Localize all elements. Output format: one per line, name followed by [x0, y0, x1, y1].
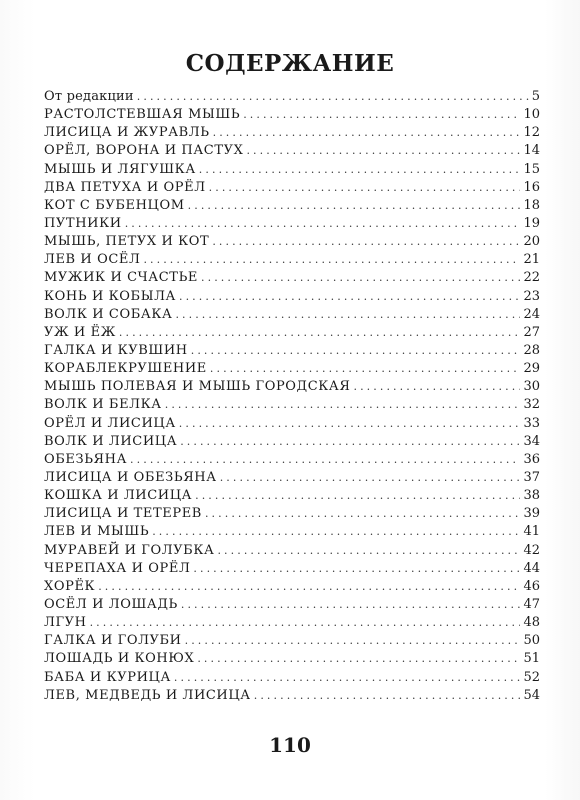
toc-entry: [44, 669, 540, 687]
toc-entry: [44, 378, 540, 396]
toc-entry-page: 15: [523, 161, 540, 177]
toc-entry-title: ОСЁЛ И ЛОШАДЬ: [44, 596, 178, 612]
dot-leader: [210, 360, 521, 378]
toc-entry: [44, 560, 540, 578]
toc-entry-page: 37: [523, 469, 540, 485]
toc-entry-page: 29: [523, 361, 540, 377]
dot-leader: [179, 288, 520, 306]
toc-entry-page: 39: [523, 506, 540, 522]
toc-entry-page: 5: [531, 89, 540, 104]
toc-entry: [44, 578, 540, 596]
toc-entry-title: ГАЛКА И КУВШИН: [44, 342, 188, 358]
toc-entry: [44, 487, 540, 505]
toc-entry: [44, 451, 540, 469]
toc-entry-title: От редакции: [44, 89, 134, 104]
dot-leader: [243, 106, 520, 124]
toc-entry-page: 36: [523, 451, 540, 467]
dot-leader: [90, 614, 521, 632]
toc-entry-title: КОШКА И ЛИСИЦА: [44, 488, 193, 504]
toc-entry-title: ЧЕРЕПАХА И ОРЁЛ: [44, 560, 191, 576]
toc-entry: [44, 306, 540, 324]
toc-entry-page: 14: [523, 143, 540, 159]
toc-entry-title: ЛЕВ, МЕДВЕДЬ И ЛИСИЦА: [44, 687, 251, 703]
toc-entry-title: ВОЛК И СОБАКА: [44, 306, 173, 322]
toc-entry-page: 41: [523, 524, 540, 540]
toc-entry-title: ОРЁЛ И ЛИСИЦА: [44, 415, 176, 431]
toc-entry-title: МУЖИК И СЧАСТЬЕ: [44, 270, 199, 286]
dot-leader: [165, 396, 521, 414]
toc-entry-title: ВОЛК И БЕЛКА: [44, 397, 162, 413]
toc-entry-page: 12: [523, 125, 540, 141]
toc-entry: [44, 342, 540, 360]
dot-leader: [185, 632, 521, 650]
toc-entry-title: ЛГУН: [44, 615, 87, 631]
toc-entry: [44, 288, 540, 306]
toc-entry-page: 20: [523, 234, 540, 250]
dot-leader: [180, 433, 520, 451]
toc-entry-title: ДВА ПЕТУХА И ОРЁЛ: [44, 179, 206, 195]
dot-leader: [209, 179, 521, 197]
toc-entry: [44, 142, 540, 160]
dot-leader: [181, 596, 521, 614]
toc-entry-page: 34: [523, 433, 540, 449]
page-number: 110: [269, 733, 311, 757]
dot-leader: [152, 523, 520, 541]
dot-leader: [199, 161, 521, 179]
toc-entry: [44, 161, 540, 179]
dot-leader: [213, 124, 521, 142]
toc-entry: [44, 505, 540, 523]
toc-entry-page: 48: [523, 615, 540, 631]
dot-leader: [98, 578, 520, 596]
toc-entry-page: 32: [523, 397, 540, 413]
toc-entry-title: ЛОШАДЬ И КОНЮХ: [44, 651, 195, 667]
toc-entry: [44, 632, 540, 650]
dot-leader: [188, 197, 521, 215]
toc-entry-page: 30: [523, 379, 540, 395]
toc-entry-page: 33: [523, 415, 540, 431]
toc-entry: [44, 469, 540, 487]
dot-leader: [137, 88, 529, 106]
toc-entry-page: 16: [523, 179, 540, 195]
toc-entry: [44, 179, 540, 197]
toc-entry-title: РАСТОЛСТЕВШАЯ МЫШЬ: [44, 107, 241, 123]
toc-entry: [44, 687, 540, 705]
toc-entry-title: ОРЁЛ, ВОРОНА И ПАСТУХ: [44, 143, 244, 159]
toc-entry-title: МЫШЬ ПОЛЕВАЯ И МЫШЬ ГОРОДСКАЯ: [44, 379, 351, 395]
toc-entry: [44, 106, 540, 124]
dot-leader: [205, 505, 520, 523]
dot-leader: [217, 542, 520, 560]
dot-leader: [197, 650, 520, 668]
toc-entry-title: ХОРЁК: [44, 578, 96, 594]
toc-entry: [44, 360, 540, 378]
toc-entry-title: ПУТНИКИ: [44, 215, 122, 231]
toc-entry-page: 38: [523, 488, 540, 504]
dot-leader: [119, 324, 521, 342]
toc-entry-page: 24: [523, 306, 540, 322]
toc-entry: [44, 233, 540, 251]
toc-entry-title: ЛИСИЦА И ТЕТЕРЕВ: [44, 506, 202, 522]
toc-entry-page: 21: [523, 252, 540, 268]
toc-entry-title: БАБА И КУРИЦА: [44, 669, 171, 685]
toc-entry-page: 19: [523, 215, 540, 231]
toc-entry-page: 28: [523, 342, 540, 358]
toc-entry-page: 54: [523, 687, 540, 703]
toc-entry-page: 51: [523, 651, 540, 667]
toc-entry-page: 22: [523, 270, 540, 286]
toc-entry-title: МЫШЬ И ЛЯГУШКА: [44, 161, 196, 177]
dot-leader: [130, 451, 520, 469]
dot-leader: [174, 669, 521, 687]
toc-entry-title: КОРАБЛЕКРУШЕНИЕ: [44, 361, 207, 377]
dot-leader: [254, 687, 521, 705]
toc-entry-title: КОНЬ И КОБЫЛА: [44, 288, 176, 304]
toc-entry: [44, 614, 540, 632]
toc-entry-title: ЛИСИЦА И ЖУРАВЛЬ: [44, 125, 210, 141]
toc-entry-page: 52: [523, 669, 540, 685]
toc-entry-page: 10: [523, 107, 540, 123]
toc-entry-title: КОТ С БУБЕНЦОМ: [44, 197, 185, 213]
toc-entry: [44, 596, 540, 614]
toc-entry-page: 42: [523, 542, 540, 558]
toc-entry: [44, 650, 540, 668]
dot-leader: [175, 306, 520, 324]
dot-leader: [201, 269, 520, 287]
page-title: СОДЕРЖАНИЕ: [185, 50, 395, 77]
toc-entry-page: 50: [523, 633, 540, 649]
toc-entry-title: ЛИСИЦА И ОБЕЗЬЯНА: [44, 469, 217, 485]
toc-entry: [44, 542, 540, 560]
dot-leader: [143, 251, 520, 269]
dot-leader: [193, 560, 520, 578]
dot-leader: [246, 142, 520, 160]
dot-leader: [179, 415, 521, 433]
dot-leader: [353, 378, 520, 396]
dot-leader: [212, 233, 520, 251]
toc-entry-title: МУРАВЕЙ И ГОЛУБКА: [44, 542, 215, 558]
toc-entry: [44, 124, 540, 142]
toc-entry-title: УЖ И ЁЖ: [44, 324, 116, 340]
toc-entry-page: 47: [523, 596, 540, 612]
dot-leader: [191, 342, 521, 360]
toc-entry-title: ВОЛК И ЛИСИЦА: [44, 433, 178, 449]
toc-entry-page: 23: [523, 288, 540, 304]
table-of-contents: [44, 88, 540, 705]
toc-entry-title: ЛЕВ И МЫШЬ: [44, 524, 150, 540]
toc-entry-title: ГАЛКА И ГОЛУБИ: [44, 633, 182, 649]
toc-entry-title: ЛЕВ И ОСЁЛ: [44, 252, 141, 268]
toc-entry-title: МЫШЬ, ПЕТУХ И КОТ: [44, 234, 210, 250]
dot-leader: [195, 487, 520, 505]
dot-leader: [220, 469, 521, 487]
toc-entry-page: 44: [523, 560, 540, 576]
toc-entry-title: ОБЕЗЬЯНА: [44, 451, 128, 467]
toc-entry: [44, 197, 540, 215]
toc-entry: [44, 88, 540, 106]
toc-entry-page: 27: [523, 324, 540, 340]
toc-entry: [44, 396, 540, 414]
toc-entry: [44, 433, 540, 451]
toc-entry-page: 46: [523, 578, 540, 594]
toc-entry: [44, 324, 540, 342]
toc-entry-page: 18: [523, 197, 540, 213]
toc-entry: [44, 269, 540, 287]
toc-entry: [44, 523, 540, 541]
toc-entry: [44, 415, 540, 433]
toc-entry: [44, 215, 540, 233]
dot-leader: [125, 215, 521, 233]
toc-entry: [44, 251, 540, 269]
